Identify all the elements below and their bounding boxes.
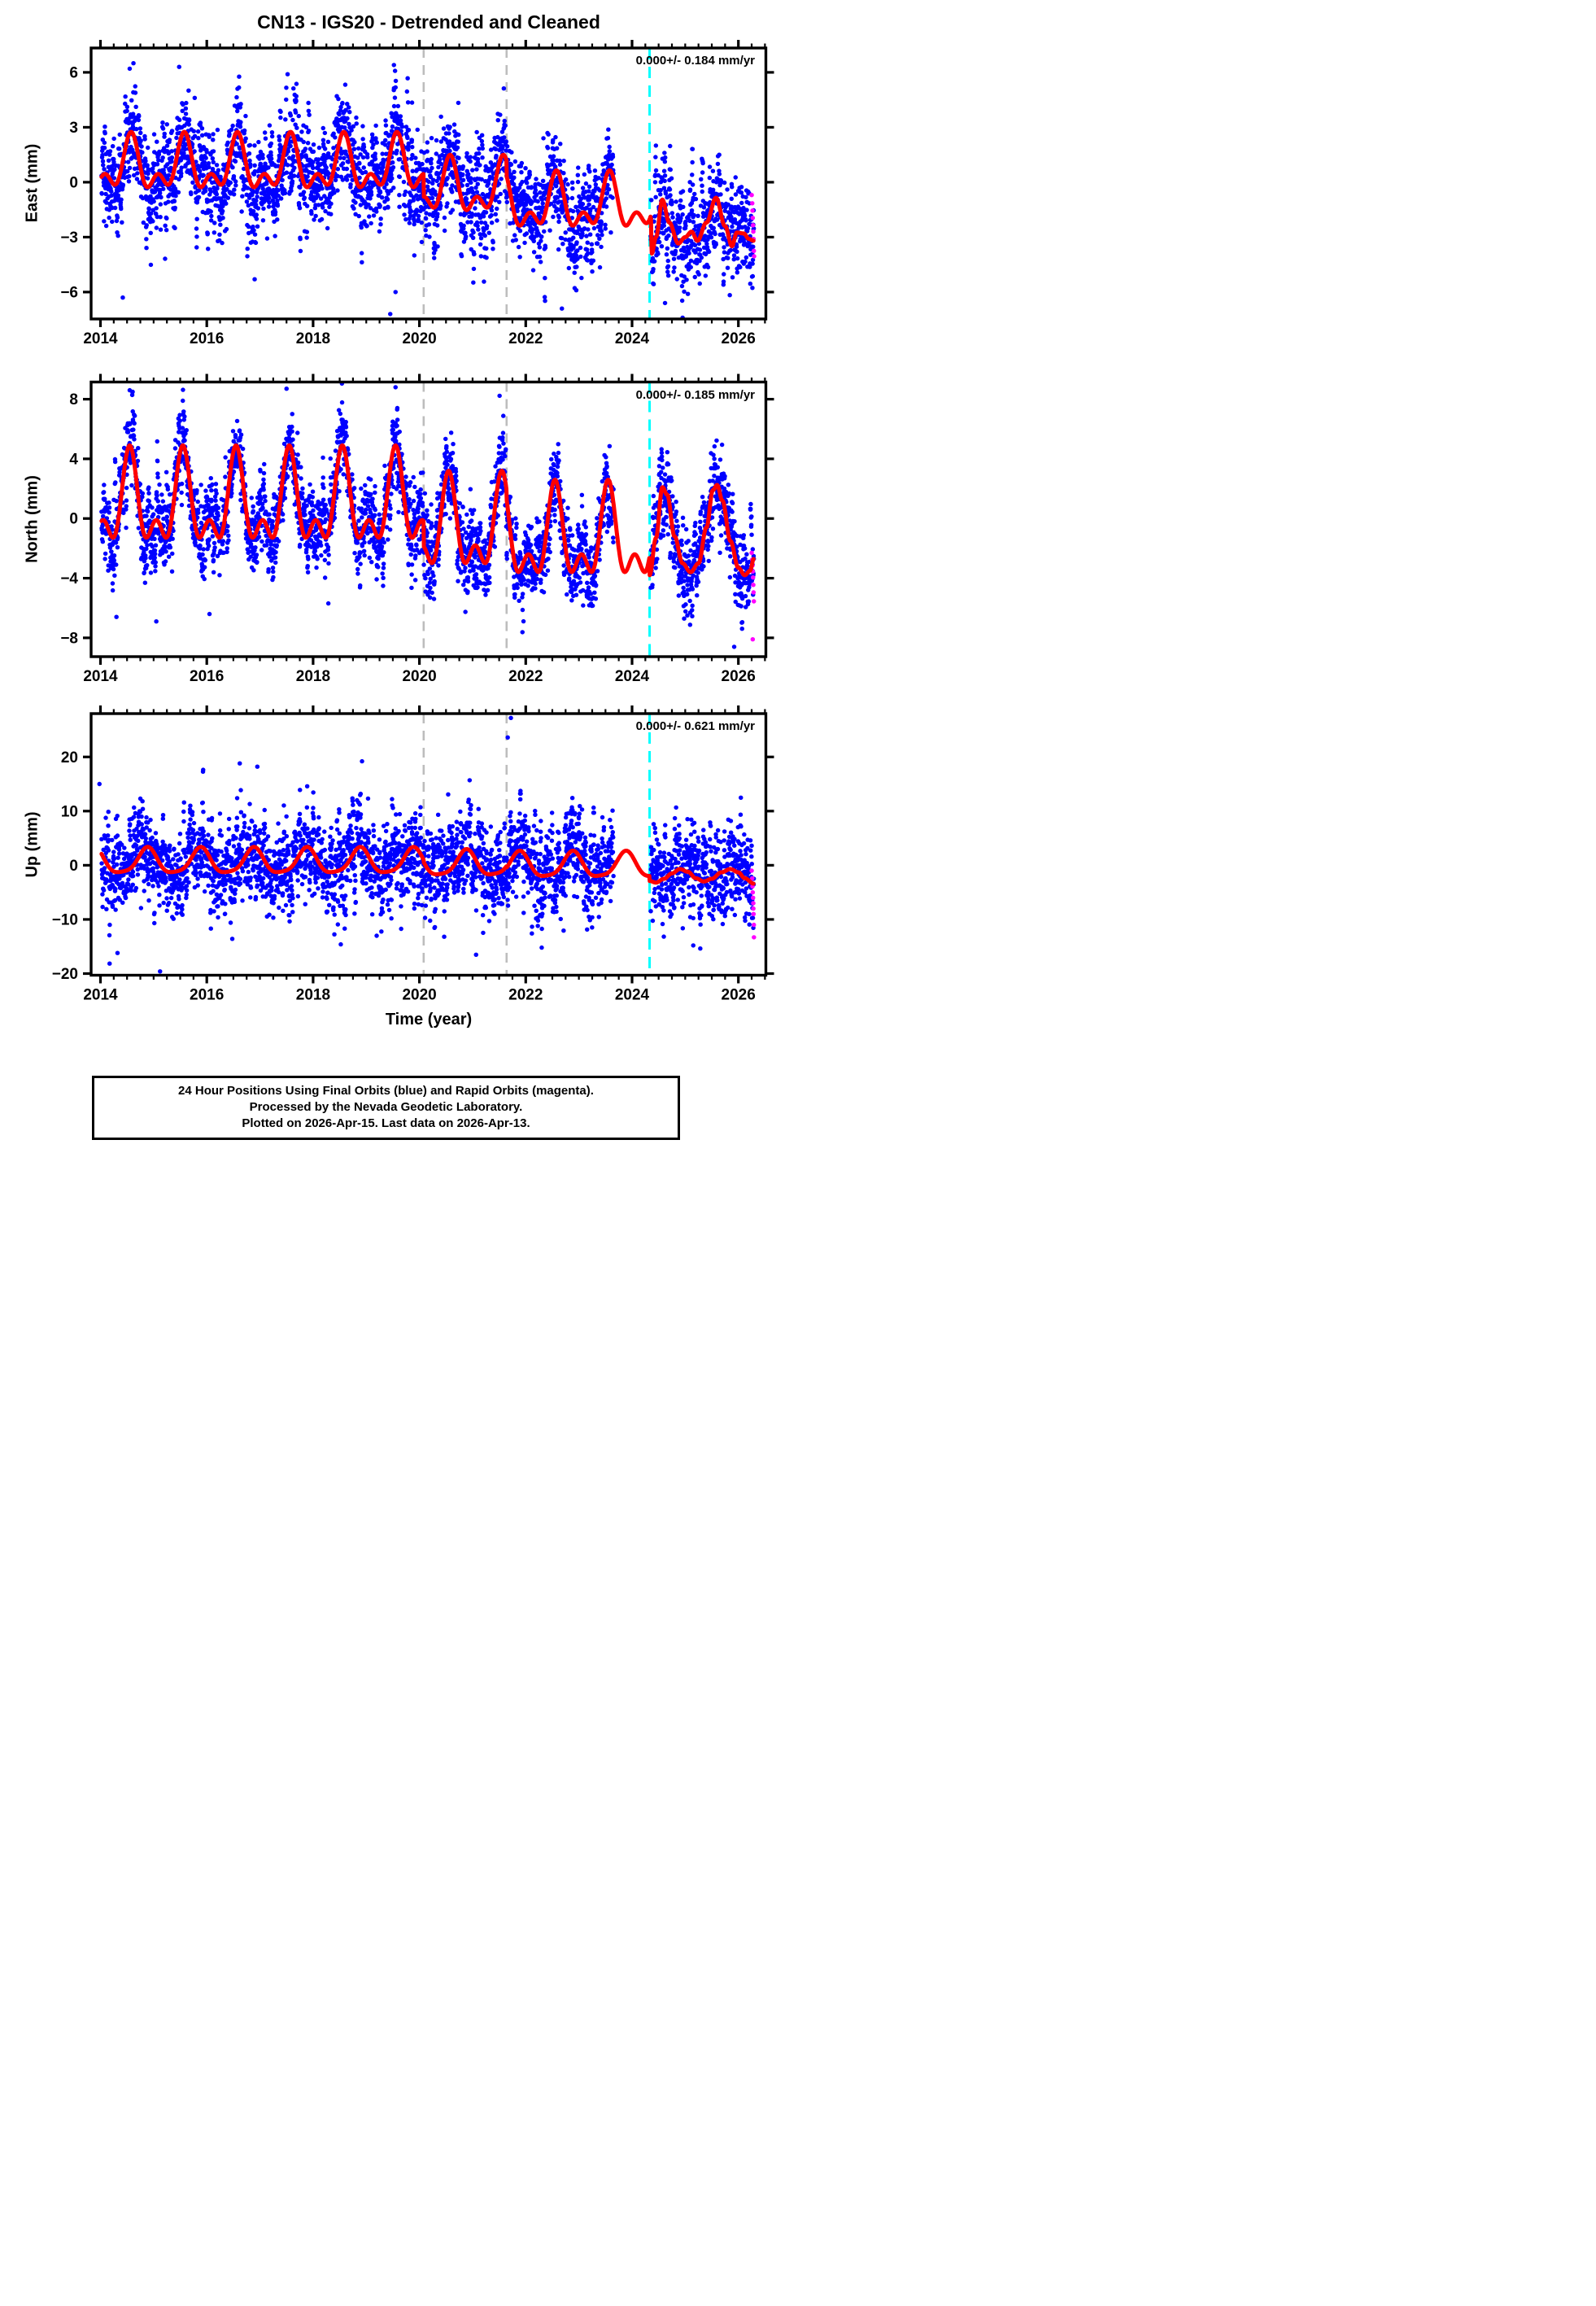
x-tick-label: 2018 — [295, 668, 331, 685]
y-tick-label: 20 — [60, 749, 78, 766]
caption-line-orbits: 24 Hour Positions Using Final Orbits (blue) and Rapid Orbits (magenta). — [178, 1084, 594, 1098]
panel-north — [60, 374, 774, 686]
x-tick-label: 2022 — [508, 668, 543, 685]
x-tick-label: 2016 — [190, 668, 225, 685]
up-axis-label: Up (mm) — [23, 811, 41, 878]
time-series-plot-canvas — [0, 0, 798, 1153]
y-tick-label: −20 — [51, 966, 78, 984]
x-tick-label: 2024 — [614, 668, 650, 685]
caption-box — [92, 1076, 680, 1140]
x-tick-label: 2026 — [721, 330, 756, 347]
y-tick-label: 0 — [69, 510, 78, 528]
panel-up — [52, 705, 774, 1004]
up-rate-annotation: 0.000+/- 0.621 mm/yr — [635, 719, 755, 733]
x-tick-label: 2014 — [83, 668, 118, 685]
panel-east — [60, 40, 774, 347]
caption-line-plotted: Plotted on 2026-Apr-15. Last data on 2026-Apr-13. — [242, 1116, 530, 1130]
y-tick-label: −10 — [51, 911, 78, 929]
x-tick-label: 2016 — [190, 986, 225, 1004]
y-tick-label: −3 — [60, 229, 78, 247]
y-tick-label: 8 — [69, 391, 78, 409]
y-tick-label: −8 — [60, 630, 78, 648]
y-tick-label: 3 — [69, 119, 78, 137]
x-tick-label: 2020 — [402, 668, 437, 685]
north-rate-annotation: 0.000+/- 0.185 mm/yr — [635, 388, 755, 402]
north-axis-label: North (mm) — [23, 475, 41, 563]
y-tick-label: 0 — [69, 174, 78, 192]
y-tick-label: 0 — [69, 857, 78, 875]
x-tick-label: 2026 — [721, 986, 756, 1004]
x-tick-label: 2022 — [508, 986, 543, 1004]
x-tick-label: 2018 — [295, 986, 331, 1004]
x-axis-label: Time (year) — [385, 1011, 473, 1029]
x-tick-label: 2022 — [508, 330, 543, 347]
figure-page — [0, 0, 798, 1153]
y-tick-label: 10 — [60, 803, 78, 821]
y-tick-label: −6 — [60, 284, 78, 302]
x-tick-label: 2020 — [402, 330, 437, 347]
x-tick-label: 2020 — [402, 986, 437, 1004]
x-tick-label: 2024 — [614, 330, 650, 347]
final-orbit-points — [102, 63, 754, 318]
x-tick-label: 2014 — [83, 330, 118, 347]
final-orbit-points — [102, 383, 754, 647]
x-tick-label: 2018 — [295, 330, 331, 347]
x-tick-label: 2024 — [614, 986, 650, 1004]
y-tick-label: 4 — [69, 451, 78, 469]
x-tick-label: 2014 — [83, 986, 118, 1004]
east-axis-label: East (mm) — [23, 143, 41, 223]
figure-title: CN13 - IGS20 - Detrended and Cleaned — [257, 11, 600, 33]
y-tick-label: −4 — [60, 570, 78, 588]
final-orbit-points — [99, 718, 753, 972]
y-tick-label: 6 — [69, 64, 78, 82]
x-tick-label: 2016 — [190, 330, 225, 347]
east-rate-annotation: 0.000+/- 0.184 mm/yr — [635, 54, 755, 68]
caption-line-processed: Processed by the Nevada Geodetic Laboratory. — [249, 1100, 523, 1114]
x-tick-label: 2026 — [721, 668, 756, 685]
